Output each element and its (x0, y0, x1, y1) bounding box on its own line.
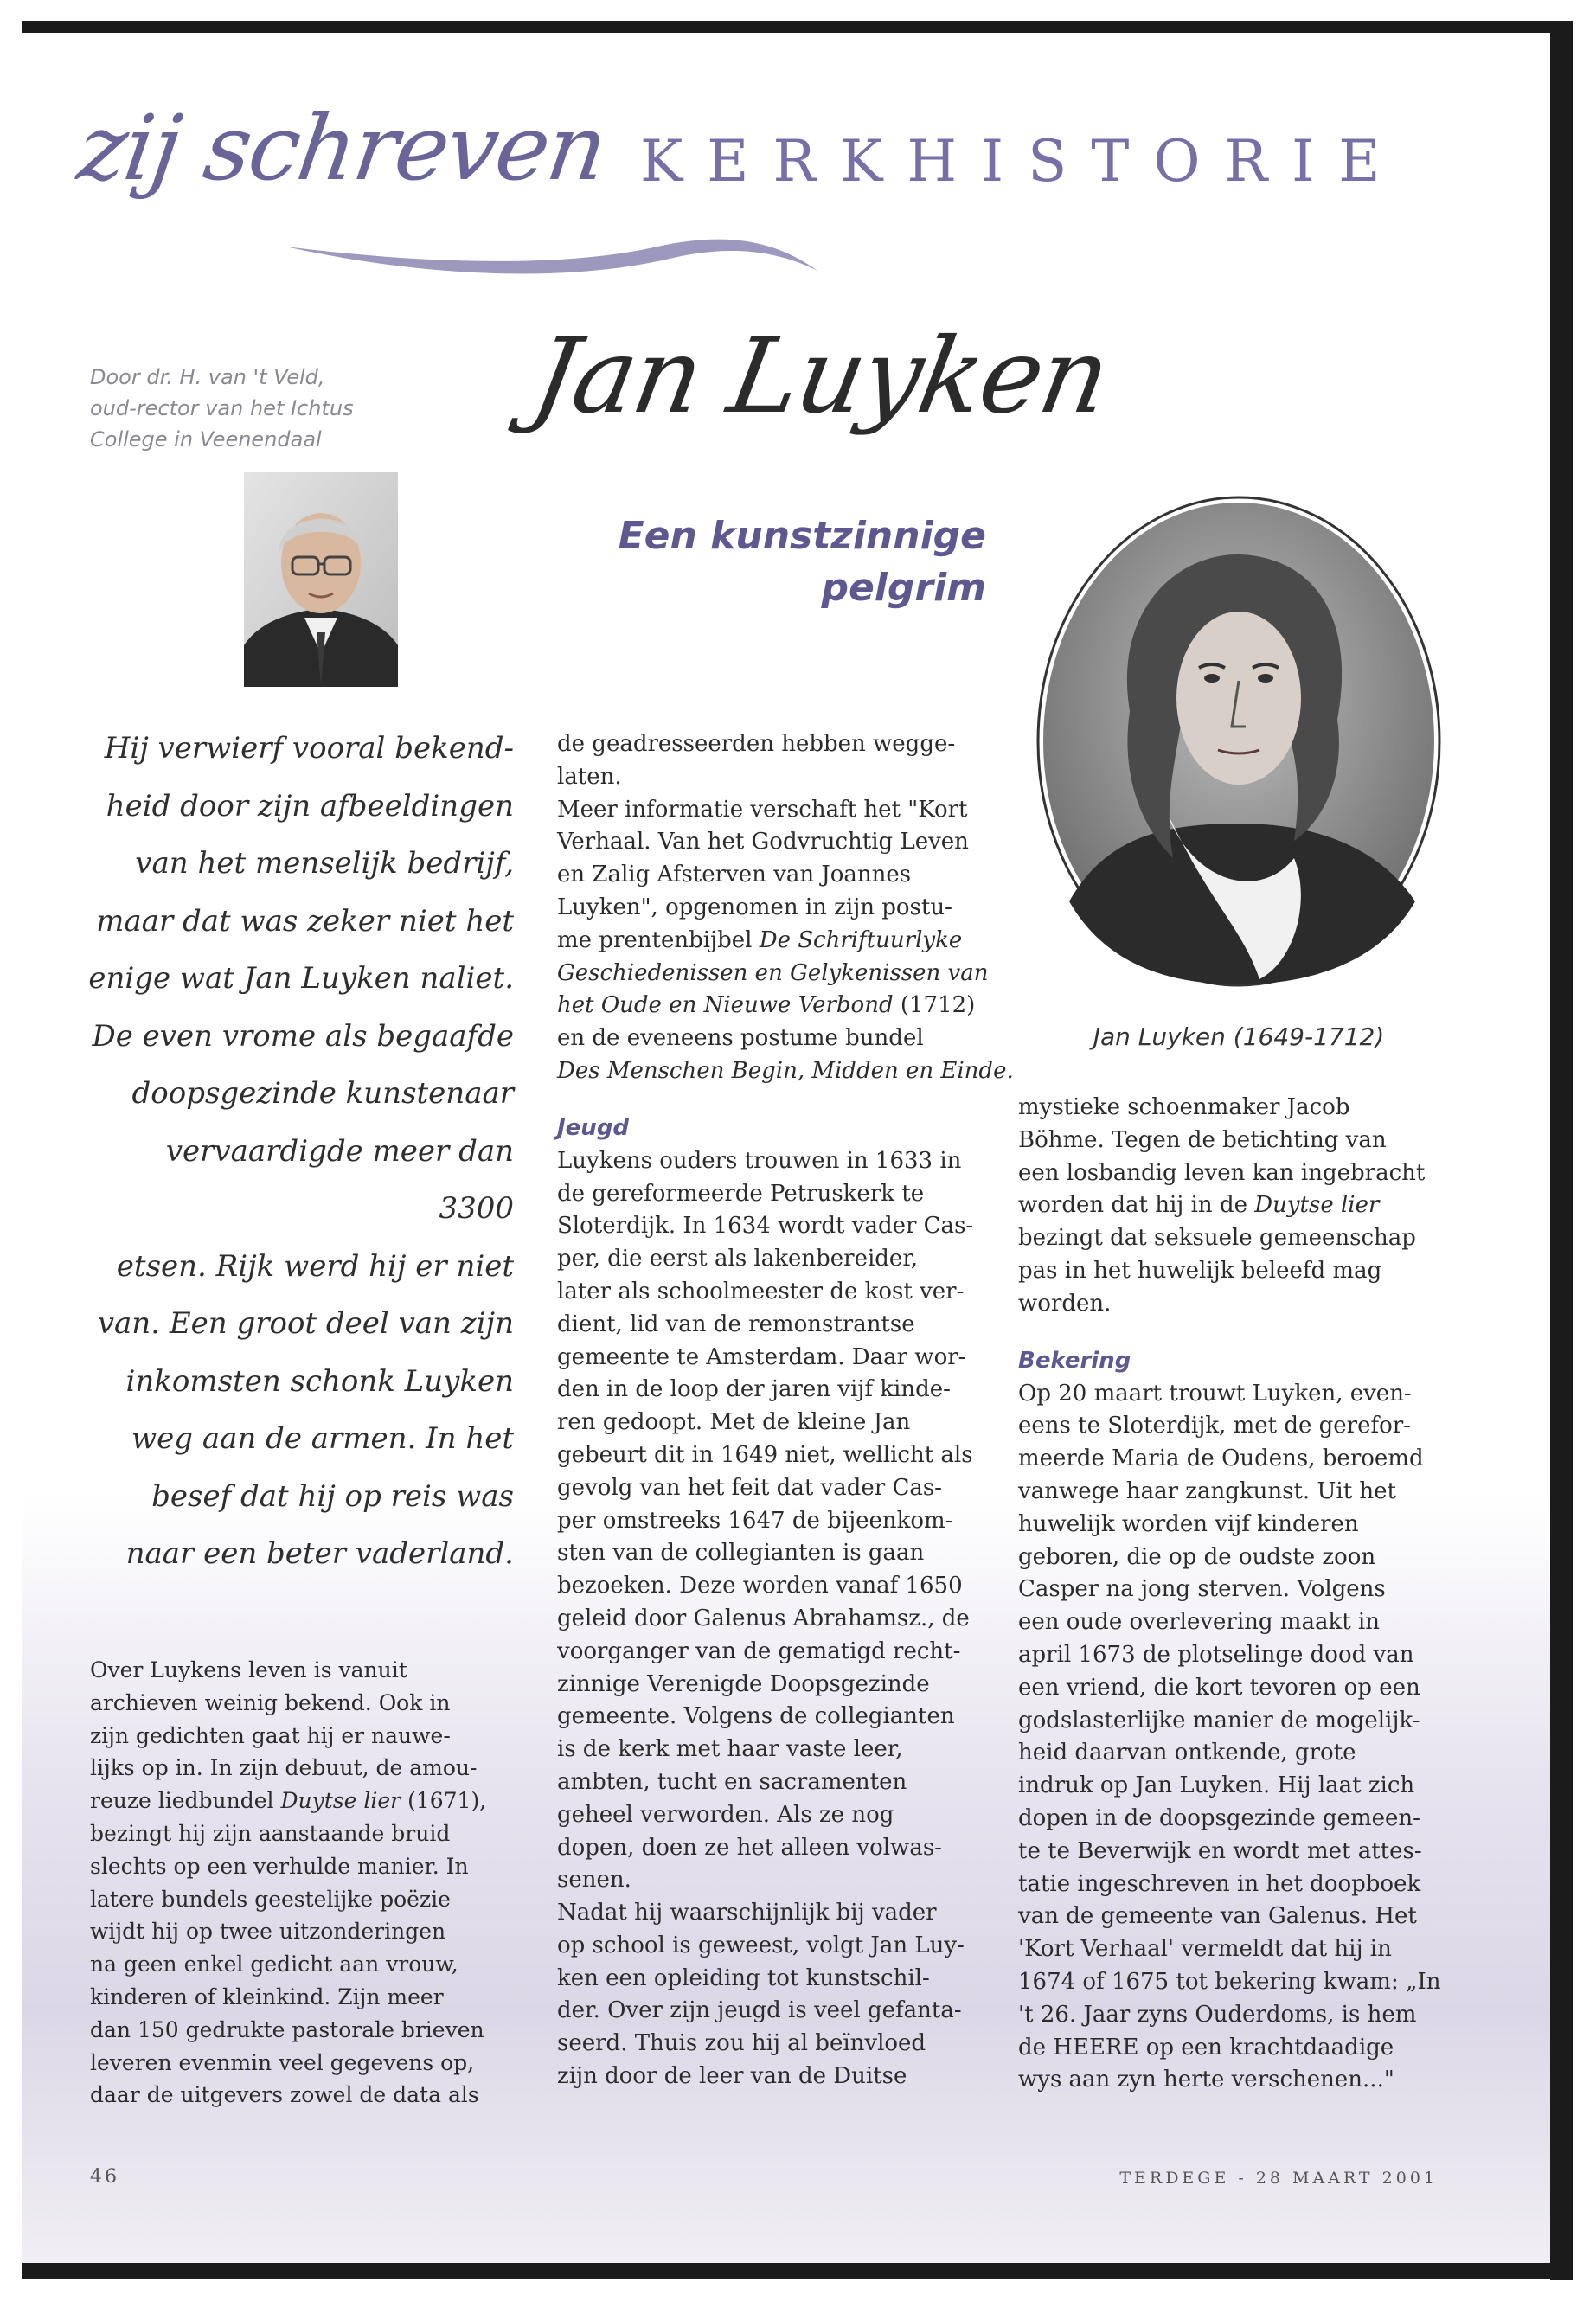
body-line: gevolg van het feit dat vader Cas- (557, 1474, 942, 1501)
body-line: bezingt dat seksuele gemeenschap (1018, 1225, 1416, 1252)
body-line: gebeurt dit in 1649 niet, wellicht als (557, 1441, 973, 1468)
body-line: ambten, tucht en sacramenten (557, 1768, 907, 1795)
body-line: huwelijk worden vijf kinderen (1018, 1510, 1359, 1537)
top-border (22, 21, 1550, 33)
body-line: ken een opleiding tot kunstschil- (557, 1965, 930, 1991)
body-line: laten. (557, 763, 622, 790)
article-subtitle (554, 510, 986, 614)
body-line: gemeente te Amsterdam. Daar wor- (557, 1343, 966, 1370)
body-line (1018, 1189, 1442, 1222)
body-line: te te Beverwijk en wordt met attes- (1018, 1837, 1422, 1864)
body-line: daar de uitgevers zowel de data als (90, 2082, 479, 2108)
body-line: Luykens ouders trouwen in 1633 in (557, 1147, 962, 1174)
body-line: eens te Sloterdijk, met de gerefor- (1018, 1413, 1411, 1439)
book-title: Duytse lier (1254, 1192, 1380, 1219)
body-line: zijn door de leer van de Duitse (557, 2063, 907, 2090)
body-line: meerde Maria de Oudens, beroemd (1018, 1445, 1424, 1472)
portrait-caption: Jan Luyken (1649-1712) (1093, 1022, 1385, 1051)
author-photo (244, 472, 398, 687)
body-line: Over Luykens leven is vanuit (90, 1657, 407, 1682)
pull-quote-line: besef dat hij op reis was (151, 1478, 514, 1514)
publication-footer: TERDEGE - 28 MAART 2001 (1119, 2169, 1438, 2188)
body-line: geleid door Galenus Abrahamsz., de (557, 1605, 970, 1631)
pull-quote-line: Hij verwierf vooral bekend- (104, 731, 514, 766)
body-line: zinnige Verenigde Doopsgezinde (557, 1670, 930, 1697)
body-line: en de eveneens postume bundel (557, 1025, 924, 1052)
body-line: Nadat hij waarschijnlijk bij vader (557, 1900, 937, 1926)
pull-quote-line: maar dat was zeker niet het (96, 903, 514, 939)
pull-quote-line: van het menselijk bedrijf, (135, 846, 514, 881)
body-line: de geadresseerden hebben wegge- (557, 731, 956, 757)
body-line: latere bundels geestelijke poëzie (90, 1886, 451, 1912)
body-line: 1674 of 1675 tot bekering kwam: „In (1018, 1968, 1441, 1995)
pull-quote-line: heid door zijn afbeeldingen (106, 788, 514, 824)
body-column-3 (1018, 1092, 1442, 2097)
body-line: indruk op Jan Luyken. Hij laat zich (1018, 1772, 1415, 1799)
byline-line: oud-rector van het Ichtus (90, 396, 354, 420)
body-line: godslasterlijke manier de mogelijk- (1018, 1707, 1420, 1734)
body-line: heid daarvan ontkende, grote (1018, 1740, 1356, 1766)
body-line: der. Over zijn jeugd is veel gefanta- (557, 1997, 962, 2024)
pull-quote-line: etsen. Rijk werd hij er niet (116, 1248, 514, 1284)
body-line: de gereformeerde Petruskerk te (557, 1180, 925, 1207)
book-title: het Oude en Nieuwe Verbond (557, 992, 894, 1019)
byline (90, 362, 401, 455)
header-script-title: zij schreven (72, 95, 612, 201)
body-line: voorganger van de gematigd recht- (557, 1638, 961, 1664)
body-line: mystieke schoenmaker Jacob (1018, 1094, 1350, 1120)
body-line: ren gedoopt. Met de kleine Jan (557, 1409, 911, 1436)
bottom-border (22, 2263, 1573, 2279)
body-line: Verhaal. Van het Godvruchtig Leven (557, 829, 969, 856)
body-line (557, 925, 981, 958)
body-text: reuze liedbundel (90, 1788, 281, 1814)
pull-quote-line: De even vrome als begaafde (92, 1018, 514, 1054)
body-text: (1712) (893, 992, 976, 1019)
pull-quote-line: enige wat Jan Luyken naliet. (88, 961, 514, 996)
pull-quote-line: doopsgezinde kunstenaar (131, 1076, 514, 1111)
body-line: per, die eerst als lakenbereider, (557, 1246, 919, 1272)
body-line: geheel verworden. Als ze nog (557, 1801, 894, 1828)
book-title: De Schriftuurlyke (759, 926, 963, 953)
body-line: wijdt hij op twee uitzonderingen (90, 1919, 446, 1945)
body-text: me prentenbijbel (557, 926, 760, 953)
body-line: archieven weinig bekend. Ook in (90, 1689, 451, 1715)
body-line: seerd. Thuis zou hij al beïnvloed (557, 2030, 926, 2057)
body-line: bezoeken. Deze worden vanaf 1650 (557, 1573, 963, 1599)
pull-quote-line: inkomsten schonk Luyken (125, 1363, 514, 1399)
subtitle-line: pelgrim (821, 566, 986, 610)
pull-quote-line: van. Een groot deel van zijn (97, 1306, 514, 1341)
pull-quote-line: weg aan de armen. In het (131, 1421, 514, 1456)
body-line: en Zalig Afsterven van Joannes (557, 862, 912, 888)
body-line: een vriend, die kort tevoren op een (1018, 1674, 1420, 1701)
body-line: zijn gedichten gaat hij er nauwe- (90, 1722, 451, 1748)
body-line: lijks op in. In zijn debuut, de amou- (90, 1755, 478, 1781)
body-line: vanwege haar zangkunst. Uit het (1018, 1477, 1396, 1504)
body-line: kinderen of kleinkind. Zijn meer (90, 1984, 444, 2009)
page-number: 46 (90, 2166, 119, 2188)
body-line: gemeente. Volgens de collegianten (557, 1703, 955, 1730)
body-line: 'Kort Verhaal' vermeldt dat hij in (1018, 1936, 1392, 1963)
jan-luyken-portrait (1035, 495, 1443, 988)
body-line: is de kerk met haar vaste leer, (557, 1736, 903, 1763)
section-heading-bekering: Bekering (1018, 1347, 1131, 1374)
body-text: worden dat hij in de (1018, 1192, 1255, 1219)
decorative-swoosh (285, 221, 822, 290)
byline-line: Door dr. H. van 't Veld, (90, 365, 325, 389)
body-line: Böhme. Tegen de betichting van (1018, 1126, 1387, 1153)
book-title: Des Menschen Begin, Midden en Einde. (557, 1057, 1014, 1084)
body-text: (1671), (401, 1788, 487, 1814)
body-column-2 (557, 728, 1014, 2093)
body-line: de HEERE op een krachtdaadige (1018, 2034, 1394, 2061)
body-line: een oude overlevering maakt in (1018, 1609, 1380, 1636)
section-heading-jeugd: Jeugd (557, 1114, 630, 1141)
body-line (90, 1785, 522, 1817)
body-line: dan 150 gedrukte pastorale brieven (90, 2016, 484, 2042)
body-line: op school is geweest, volgt Jan Luy- (557, 1932, 965, 1958)
pull-quote-line: naar een beter vaderland. (125, 1536, 514, 1571)
byline-line: College in Veenendaal (90, 427, 322, 452)
body-line: Casper na jong sterven. Volgens (1018, 1576, 1386, 1603)
body-line: van de gemeente van Galenus. Het (1018, 1903, 1417, 1930)
body-line: bezingt hij zijn aanstaande bruid (90, 1820, 451, 1846)
body-line: sten van de collegianten is gaan (557, 1540, 925, 1567)
body-line: Meer informatie verschaft het "Kort (557, 796, 968, 823)
body-line: tatie ingeschreven in het doopboek (1018, 1870, 1421, 1897)
body-line: Luyken", opgenomen in zijn postu- (557, 894, 952, 920)
body-line: 't 26. Jaar zyns Ouderdoms, is hem (1018, 2001, 1417, 2028)
book-title: Duytse lier (280, 1788, 401, 1814)
body-line: per omstreeks 1647 de bijeenkom- (557, 1507, 953, 1534)
book-title: Geschiedenissen en Gelykenissen van (557, 959, 989, 986)
body-line: later als schoolmeester de kost ver- (557, 1278, 965, 1304)
body-line: worden. (1018, 1290, 1112, 1317)
body-line: na geen enkel gedicht aan vrouw, (90, 1952, 458, 1977)
body-line: april 1673 de plotselinge dood van (1018, 1641, 1414, 1668)
body-line: dopen, doen ze het alleen volwas- (557, 1834, 942, 1861)
right-border (1550, 21, 1573, 2280)
body-line: senen. (557, 1867, 631, 1894)
body-line (557, 990, 981, 1022)
article-title: Jan Luyken (523, 317, 1118, 437)
body-line: Sloterdijk. In 1634 wordt vader Cas- (557, 1213, 974, 1240)
body-line: wys aan zyn herte verschenen..." (1018, 2067, 1394, 2093)
subtitle-line: Een kunstzinnige (618, 514, 986, 558)
body-line: leveren evenmin veel gegevens op, (90, 2049, 475, 2075)
body-line: een losbandig leven kan ingebracht (1018, 1159, 1426, 1186)
body-line: dient, lid van de remonstrantse (557, 1311, 915, 1337)
body-line: Op 20 maart trouwt Luyken, even- (1018, 1380, 1412, 1407)
body-column-1 (90, 1654, 522, 2112)
header-section-title: KERKHISTORIE (640, 128, 1405, 195)
body-line: pas in het huwelijk beleefd mag (1018, 1257, 1382, 1284)
pull-quote (83, 720, 514, 1583)
pull-quote-line: vervaardigde meer dan 3300 (165, 1133, 514, 1226)
body-line: den in de loop der jaren vijf kinde- (557, 1376, 951, 1403)
body-line: dopen in de doopsgezinde gemeen- (1018, 1804, 1420, 1831)
body-line: slechts op een verhulde manier. In (90, 1853, 469, 1879)
body-line: geboren, die op de oudste zoon (1018, 1543, 1376, 1570)
